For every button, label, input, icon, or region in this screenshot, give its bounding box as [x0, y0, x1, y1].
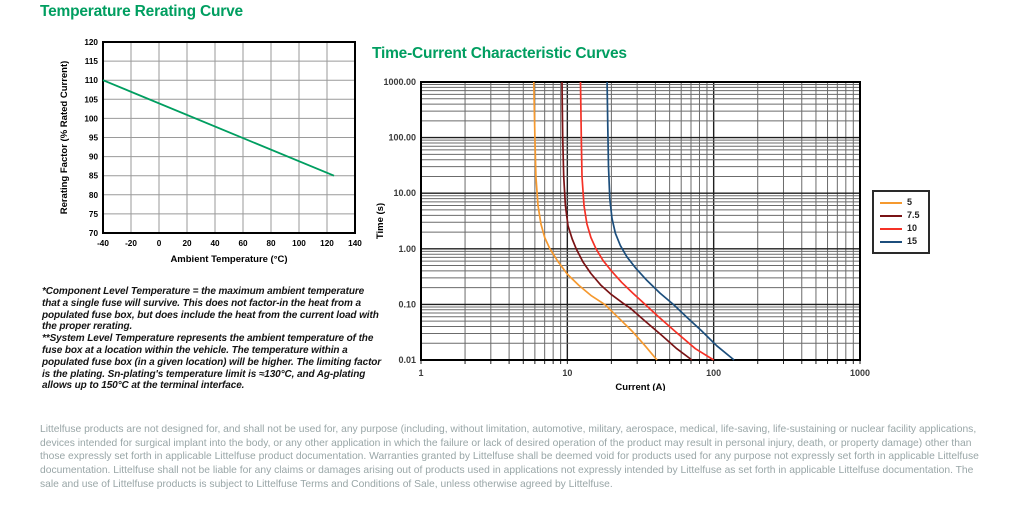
svg-text:110: 110: [84, 76, 98, 86]
fuse-curve-5: [534, 82, 657, 360]
log-grid: [421, 82, 860, 364]
svg-text:90: 90: [88, 152, 98, 162]
svg-text:0: 0: [156, 239, 162, 248]
svg-text:85: 85: [88, 171, 98, 181]
svg-text:10: 10: [562, 368, 573, 378]
rerating-chart-title: Temperature Rerating Curve: [40, 3, 243, 20]
component-level-text: = the maximum ambient temperature that a single fuse will survive. This does not factor-in the heat from a populated fuse box, but does include the heat from the current load with the proper rerating.: [42, 286, 379, 333]
svg-text:70: 70: [88, 229, 98, 238]
svg-text:1000: 1000: [849, 368, 871, 378]
legend-item-15: [880, 237, 920, 246]
y-axis-label: Time (s): [375, 202, 386, 240]
svg-text:100.00: 100.00: [388, 132, 416, 143]
svg-text:20: 20: [182, 239, 192, 248]
svg-text:10.00: 10.00: [393, 188, 416, 199]
component-level-note: [42, 286, 382, 333]
legend-line-swatch: [880, 228, 902, 230]
x-axis-label: Current (A): [615, 382, 666, 391]
grid: [103, 42, 355, 233]
svg-text:115: 115: [84, 57, 98, 67]
svg-text:120: 120: [84, 38, 98, 47]
system-level-text: represents the ambient temperature of the fuse box at a location within the vehicle. The temperature within a populated fuse box (in a given location) will be higher. The limiting factor is the plating. Sn-plating's temperature limit is ≈130°C, and Ag-plating allows up to 150°C at the terminal interface.: [42, 333, 382, 392]
svg-text:60: 60: [238, 239, 248, 248]
svg-text:80: 80: [266, 239, 276, 248]
legend-label: 15: [907, 236, 918, 246]
legend-item-5: [880, 198, 920, 207]
svg-text:100: 100: [84, 114, 98, 124]
svg-text:1000.00: 1000.00: [383, 77, 416, 87]
temperature-notes: [42, 286, 382, 392]
system-level-lead: **System Level Temperature: [42, 333, 175, 345]
fuse-curve-15: [607, 82, 734, 360]
curve-legend: [872, 190, 930, 254]
legend-line-swatch: [880, 202, 902, 204]
legend-item-7.5: [880, 211, 920, 220]
svg-text:1.00: 1.00: [398, 243, 416, 254]
fuse-curve-10: [581, 82, 714, 360]
x-axis-label: Ambient Temperature (°C): [170, 254, 288, 265]
legend-label: 10: [907, 223, 918, 233]
svg-text:100: 100: [292, 239, 306, 248]
legend-label: 7.5: [907, 210, 920, 220]
svg-text:0.01: 0.01: [398, 355, 416, 365]
time-current-chart: [375, 75, 891, 391]
svg-text:1: 1: [418, 368, 424, 378]
temperature-rerating-chart: [55, 35, 367, 269]
svg-text:-40: -40: [97, 239, 109, 248]
legal-disclaimer: Littelfuse products are not designed for, and shall not be used for, any purpose (including, without limitation, automotive, military, aerospace, medical, life-saving, life-sustaining or nuclear facility applications, devices intended for surgical implant into the body, or any other application in which the failure or lack of desired operation of the product may result in personal injury, death, or property damage) other than those expressly set forth in applicable Littelfuse product documentation. Warranties granted by Littelfuse shall be deemed void for products used for any purpose not expressly set forth in applicable Littelfuse documentation. Littelfuse shall not be liable for any claims or damages arising out of products used in applications not expressly intended by Littelfuse as set forth in applicable Littelfuse documentation. The sale and use of Littelfuse products is subject to Littelfuse Terms and Conditions of Sale, unless otherwise agreed by Littelfuse.: [40, 424, 979, 490]
svg-text:120: 120: [320, 239, 334, 248]
svg-text:100: 100: [706, 368, 722, 378]
svg-text:80: 80: [88, 190, 98, 200]
legend-item-10: [880, 224, 920, 233]
legend-line-swatch: [880, 215, 902, 217]
svg-text:-20: -20: [125, 239, 137, 248]
svg-text:0.10: 0.10: [398, 299, 416, 310]
legend-label: 5: [907, 197, 913, 207]
svg-text:40: 40: [210, 239, 220, 248]
svg-text:105: 105: [84, 95, 98, 105]
svg-text:75: 75: [88, 209, 98, 219]
component-level-lead: *Component Level Temperature: [42, 286, 190, 297]
legend-line-swatch: [880, 241, 902, 243]
svg-text:95: 95: [88, 133, 98, 143]
y-axis-label: Rerating Factor (% Rated Current): [59, 60, 70, 215]
time-current-chart-title: Time-Current Characteristic Curves: [372, 45, 627, 62]
plot-border: [421, 82, 860, 360]
svg-text:140: 140: [348, 239, 362, 248]
system-level-note: [42, 333, 382, 392]
